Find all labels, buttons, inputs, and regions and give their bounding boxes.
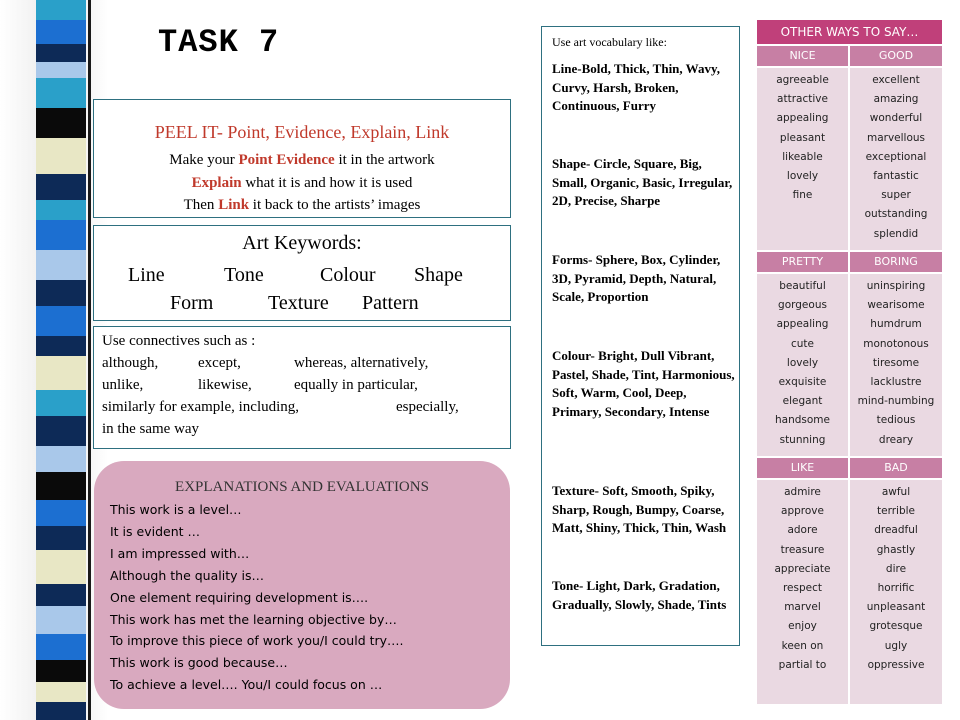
synonym-list-boring (850, 274, 942, 456)
stripe-band (36, 220, 86, 250)
stripe-band (36, 280, 86, 306)
synonym-word: super (881, 189, 911, 202)
synonym-word: treasure (780, 543, 825, 556)
synonym-list-pretty (757, 274, 848, 456)
art-keywords-title: Art Keywords: (242, 232, 362, 254)
synonym-column-pretty: PRETTY (757, 252, 848, 272)
synonym-word: partial to (778, 658, 827, 671)
stripe-band (36, 138, 86, 174)
synonym-word: likeable (782, 150, 823, 163)
synonym-list-good (850, 68, 942, 250)
stripe-band (36, 682, 86, 702)
vocabulary-colour: Colour- Bright, Dull Vibrant, Pastel, Shade, Tint, Harmonious, Soft, Warm, Cool, Deep, Primary, Secondary, Intense (552, 348, 735, 419)
explanation-line: It is evident … (110, 524, 201, 539)
synonym-word: monotonous (863, 337, 929, 350)
art-vocabulary-box (541, 26, 740, 646)
vocabulary-line: Line-Bold, Thick, Thin, Wavy, Curvy, Harsh, Broken, Continuous, Furry (552, 61, 720, 114)
synonym-word: dreadful (874, 524, 918, 537)
connective-item: similarly for example, including, (102, 399, 300, 415)
synonym-word: wonderful (869, 112, 923, 125)
stripe-band (36, 250, 86, 280)
stripe-band (36, 0, 86, 20)
synonym-column-good: GOOD (850, 46, 942, 66)
synonym-word: appealing (776, 318, 829, 331)
synonym-word: fine (792, 189, 813, 202)
synonym-word: appealing (776, 112, 829, 125)
synonym-word: tedious (876, 414, 916, 427)
synonym-word: lovely (786, 170, 819, 182)
stripe-band (36, 390, 86, 416)
stripe-band (36, 108, 86, 138)
vocabulary-intro: Use art vocabulary like: (552, 35, 667, 49)
synonym-word: awful (881, 486, 911, 498)
peel-box (93, 99, 511, 218)
synonym-word: attractive (777, 93, 828, 106)
explanation-line: This work is good because… (110, 655, 288, 670)
decorative-stripe-bar (0, 0, 108, 720)
synonym-word: pleasant (779, 131, 826, 144)
synonym-word: handsome (775, 414, 830, 427)
synonym-word: oppressive (867, 658, 925, 671)
stripe-band (36, 550, 86, 584)
explanation-line: One element requiring development is…. (110, 590, 369, 605)
synonym-word: dire (885, 562, 907, 575)
synonym-word: unpleasant (866, 601, 926, 614)
stripe-band (36, 336, 86, 356)
synonym-column-like: LIKE (757, 458, 848, 478)
connective-item: except, (198, 355, 241, 371)
peel-line-link: Then Link it back to the artists’ images (183, 197, 421, 213)
keyword-pattern: Pattern (362, 292, 419, 314)
stripe-band (36, 20, 86, 44)
synonym-word: outstanding (864, 208, 928, 221)
synonym-word: ghastly (876, 543, 916, 556)
synonym-column-bad: BAD (850, 458, 942, 478)
connective-item: equally in particular, (294, 377, 418, 393)
keyword-texture: Texture (268, 292, 329, 314)
synonym-word: dreary (878, 433, 914, 446)
keyword-form: Form (170, 292, 214, 314)
connectives-box (93, 326, 511, 449)
art-keywords-box (93, 225, 511, 321)
synonym-word: keen on (781, 639, 824, 652)
synonym-word: excellent (872, 74, 920, 86)
synonym-word: gorgeous (778, 299, 827, 312)
synonym-word: mind-numbing (857, 395, 935, 408)
stripe-band (36, 446, 86, 472)
synonym-word: horrific (877, 582, 915, 594)
keyword-tone: Tone (224, 264, 264, 286)
synonym-word: marvellous (866, 131, 926, 144)
synonym-word: lovely (786, 356, 819, 369)
connective-item: unlike, (102, 377, 144, 393)
synonym-word: admire (784, 486, 821, 498)
synonym-word: ugly (884, 639, 908, 652)
connective-item: especially, (396, 399, 459, 415)
peel-line-explain: Explain what it is and how it is used (191, 175, 413, 191)
synonyms-table (757, 20, 942, 704)
synonym-list-nice (757, 68, 848, 250)
explanation-line: This work is a level… (110, 502, 242, 517)
connective-item: in the same way (102, 421, 200, 437)
stripe-band (36, 174, 86, 200)
synonym-word: splendid (873, 227, 919, 240)
synonym-word: amazing (873, 93, 919, 106)
synonym-word: humdrum (870, 318, 922, 331)
connective-item: although, (102, 355, 159, 371)
keyword-colour: Colour (320, 264, 376, 286)
stripe-band (36, 306, 86, 336)
connective-item: whereas, alternatively, (294, 355, 429, 371)
explanation-line: This work has met the learning objective by… (110, 612, 397, 627)
stripe-band (36, 584, 86, 606)
keyword-line: Line (128, 264, 165, 286)
synonym-word: cute (790, 337, 814, 350)
peel-line-point: Make your Point Evidence it in the artwork (169, 152, 435, 168)
synonym-word: wearisome (867, 299, 925, 312)
stripe-band (36, 500, 86, 526)
synonym-word: terrible (877, 505, 915, 518)
synonym-word: approve (781, 505, 824, 518)
explanations-panel (94, 461, 510, 709)
synonym-list-like (757, 480, 848, 704)
stripe-band (36, 62, 86, 78)
synonym-word: uninspiring (866, 280, 926, 292)
stripe-band (36, 356, 86, 390)
synonym-word: appreciate (774, 562, 831, 575)
vocabulary-forms: Forms- Sphere, Box, Cylinder, 3D, Pyramid, Depth, Natural, Scale, Proportion (552, 252, 721, 305)
synonym-column-nice: NICE (757, 46, 848, 66)
stripe-band (36, 472, 86, 500)
stripe-band (36, 200, 86, 220)
stripe-band (36, 634, 86, 660)
vocabulary-shape: Shape- Circle, Square, Big, Small, Organic, Basic, Irregular, 2D, Precise, Sharpe (552, 156, 733, 209)
synonym-word: tiresome (872, 356, 920, 369)
synonyms-header: OTHER WAYS TO SAY… (757, 20, 942, 44)
vocabulary-texture: Texture- Soft, Smooth, Spiky, Sharp, Rough, Bumpy, Coarse, Matt, Shiny, Thick, Thin, Wash (552, 483, 727, 536)
synonym-word: enjoy (788, 620, 817, 633)
synonym-list-bad (850, 480, 942, 704)
synonym-column-boring: BORING (850, 252, 942, 272)
explanations-title: EXPLANATIONS AND EVALUATIONS (175, 479, 429, 495)
stripe-band (36, 660, 86, 682)
peel-title: PEEL IT- Point, Evidence, Explain, Link (154, 122, 450, 142)
vocabulary-tone: Tone- Light, Dark, Gradation, Gradually, Slowly, Shade, Tints (552, 578, 727, 612)
stripe-band (36, 702, 86, 720)
page-title: TASK 7 (158, 24, 280, 61)
synonym-word: beautiful (779, 280, 826, 292)
synonym-word: marvel (784, 601, 821, 614)
explanation-line: I am impressed with… (110, 546, 250, 561)
connectives-title: Use connectives such as : (102, 333, 256, 349)
stripe-band (36, 78, 86, 108)
synonym-word: stunning (779, 433, 826, 446)
stripe-band (36, 606, 86, 634)
synonym-word: fantastic (873, 170, 919, 182)
synonym-word: exceptional (865, 150, 927, 163)
synonym-word: elegant (782, 395, 823, 408)
keyword-shape: Shape (414, 264, 463, 286)
synonym-word: adore (787, 524, 818, 537)
explanation-line: To improve this piece of work you/I could try…. (110, 633, 404, 648)
stripe-band (36, 526, 86, 550)
stripe-divider-line (88, 0, 91, 720)
synonym-word: agreeable (776, 74, 829, 86)
synonym-word: respect (782, 582, 823, 594)
connective-item: likewise, (198, 377, 252, 393)
synonym-word: exquisite (778, 376, 827, 388)
stripe-band (36, 416, 86, 446)
explanation-line: Although the quality is… (110, 568, 264, 583)
explanation-line: To achieve a level…. You/I could focus on … (110, 677, 383, 692)
synonym-word: grotesque (869, 620, 923, 633)
synonym-word: lacklustre (870, 376, 922, 388)
stripe-band (36, 44, 86, 62)
